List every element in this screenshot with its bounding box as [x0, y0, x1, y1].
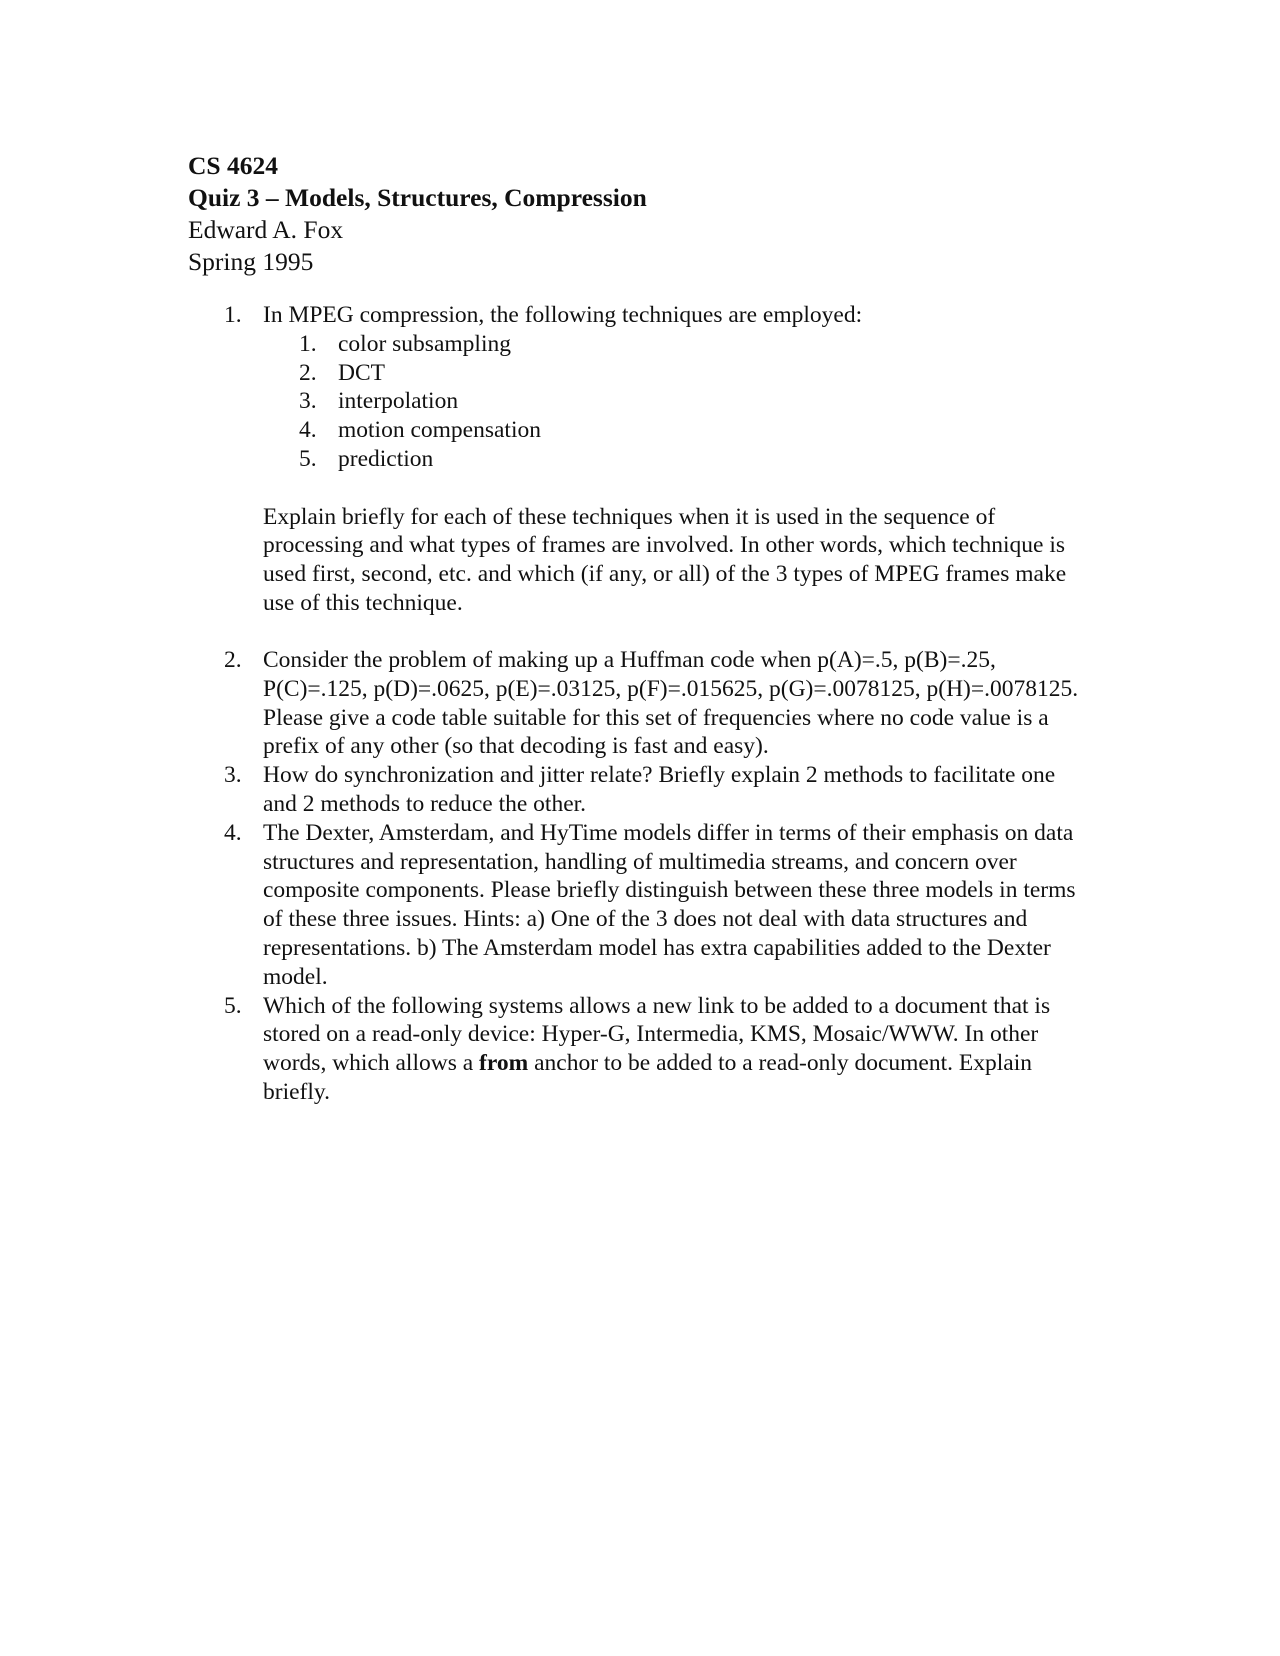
- question-text-before: Which of the following systems allows a new link to be added to a document that is stored on a read-only device: Hyper-G, Intermedia, KMS, Mosaic/WWW. In other words, which allows a: [263, 992, 1051, 1077]
- question-number: 2.: [224, 647, 242, 673]
- item-text: DCT: [338, 359, 385, 386]
- question-1: [188, 301, 1088, 618]
- item-number: 5.: [299, 445, 317, 472]
- author-name: Edward A. Fox: [188, 215, 344, 244]
- question-number: 4.: [224, 819, 242, 846]
- course-code: CS 4624: [188, 151, 278, 180]
- technique-list: [263, 330, 1088, 474]
- question-4: [188, 819, 1088, 992]
- bold-term: from: [479, 1050, 529, 1077]
- question-text: [263, 992, 1088, 1107]
- question-number: 1.: [224, 302, 242, 328]
- list-item: [263, 387, 1088, 416]
- question-text: In MPEG compression, the following techniques are employed:: [263, 302, 863, 328]
- item-text: motion compensation: [338, 417, 541, 444]
- item-number: 1.: [299, 330, 317, 357]
- question-number: 5.: [224, 992, 242, 1019]
- quiz-title: Quiz 3 – Models, Structures, Compression: [188, 183, 647, 212]
- item-number: 3.: [299, 388, 317, 415]
- question-list-part-2: [188, 646, 1088, 1107]
- item-text: interpolation: [338, 388, 459, 415]
- list-item: [263, 359, 1088, 388]
- question-3: [188, 761, 1088, 819]
- item-text: color subsampling: [338, 330, 511, 357]
- question-text-after: anchor to be added to a read-only document. Explain briefly.: [263, 1050, 1032, 1105]
- question-text: The Dexter, Amsterdam, and HyTime models differ in terms of their emphasis on data structures and representation, handling of multimedia streams, and concern over composite components. Please briefly distinguish between these three models in terms of these three issues. Hints: a) One of the 3 does not deal with data structures and representations. b) The Amsterdam model has extra capabilities added to the Dexter model.: [263, 819, 1076, 990]
- question-1-followup: Explain briefly for each of these techniques when it is used in the sequence of processing and what types of frames are involved. In other words, which technique is used first, second, etc. and which (if any, or all) of the 3 types of MPEG frames make use of this technique.: [263, 503, 1067, 616]
- question-text: Consider the problem of making up a Huffman code when p(A)=.5, p(B)=.25, P(C)=.125, p(D)=.0625, p(E)=.03125, p(F)=.015625, p(G)=.0078125, p(H)=.0078125. Please give a code table suitable for this set of frequencies where no code value is a prefix of any other (so that decoding is fast and easy).: [263, 647, 1079, 760]
- term: Spring 1995: [188, 247, 314, 276]
- item-number: 4.: [299, 417, 317, 444]
- document-header: [188, 150, 1088, 278]
- question-2: [188, 646, 1088, 761]
- question-list-part-1: [188, 301, 1088, 618]
- question-text: How do synchronization and jitter relate? Briefly explain 2 methods to facilitate one and 2 methods to reduce the other.: [263, 762, 1056, 817]
- question-number: 3.: [224, 762, 242, 789]
- question-5: [188, 992, 1088, 1107]
- item-text: prediction: [338, 445, 434, 472]
- item-number: 2.: [299, 359, 317, 386]
- list-item: [263, 330, 1088, 359]
- list-item: [263, 445, 1088, 474]
- list-item: [263, 416, 1088, 445]
